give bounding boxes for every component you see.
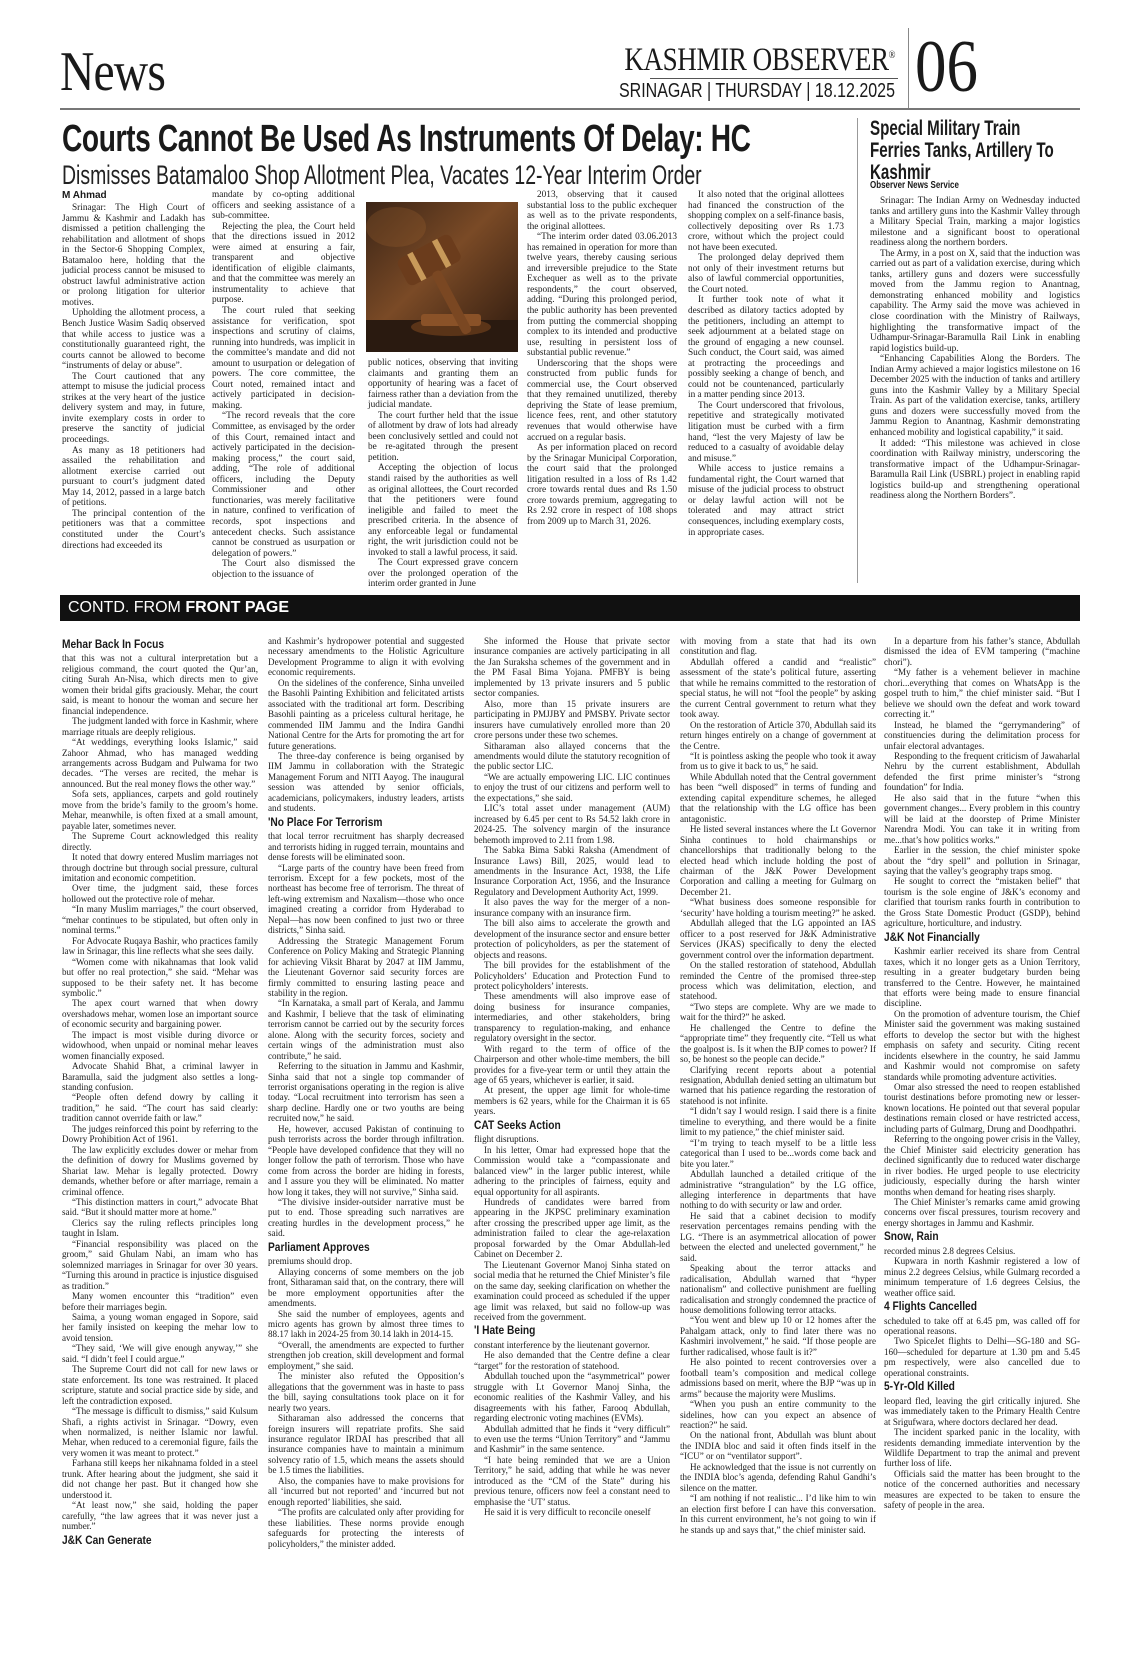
- paragraph: “In Karnataka, a small part of Kerala, and Jammu and Kashmir, I believe that the task of eliminating terrorism cannot be carried out by the security forces alone. Along with the security forces, society and certain wings of the administration must also contribute,” he said.: [268, 998, 464, 1061]
- paragraph: Allaying concerns of some members on the job front, Sitharaman said that, on the contrary, there will be more employment opportunities after the amendments.: [268, 1266, 464, 1309]
- paragraph: “What business does someone responsible for ‘security’ have holding a tourism meeting?” he asked.: [680, 897, 876, 918]
- paragraph: Instead, he blamed the “gerrymandering” of constituencies during the delimitation process for unfair electoral advantages.: [884, 719, 1080, 751]
- lead-column-2: [212, 190, 355, 582]
- paragraph: that local terror recruitment has sharply decreased and terrorists hiding in rugged terrain, mountains and dense forests will be eliminated soon.: [268, 831, 464, 863]
- paragraph: Many women encounter this “tradition” even before their marriages begin.: [62, 1291, 258, 1312]
- paragraph: Referring to the ongoing power crisis in the Valley, the Chief Minister said electricity generation has declined significantly due to reduced water discharge in river bodies. He urged people to use electricity judiciously, especially during the harsh winter months when demand for heating rises sharply.: [884, 1134, 1080, 1197]
- paragraph: Over time, the judgment said, these forces hollowed out the protective role of mehar.: [62, 883, 258, 904]
- paragraph: With regard to the term of office of the Chairperson and other whole-time members, the bill provides for a five-year term or until they attain the age of 65 years, whichever is earlier, it said.: [474, 1043, 670, 1086]
- sidebar-headline: Special Military Train Ferries Tanks, Artillery To Kashmir: [870, 117, 1054, 184]
- paragraph: The court further held that the issue of allotment by draw of lots had already been conclusively settled and could not be re-agitated through the present petition.: [368, 410, 518, 463]
- paragraph: The Court cautioned that any attempt to misuse the judicial process strikes at the very heart of the justice delivery system and may, in future, invite exemplary costs in order to preserve the sanctity of judicial proceedings.: [62, 371, 205, 446]
- paragraph: “People often defend dowry by calling it tradition,” he said. “The court has said clearly: tradition cannot override faith or law.”: [62, 1092, 258, 1124]
- paragraph: “At weddings, everything looks Islamic,” said Zahoor Ahmad, who has managed wedding arrangements across Budgam and Pulwama for two decades. “The verses are recited, the mehar is announced. But the real money flows the other way.”: [62, 737, 258, 789]
- story-subhead: Snow, Rain: [884, 1229, 939, 1244]
- paragraph: Abdullah launched a detailed critique of the administrative “strangulation” by the LG office, alleging interference in departments that have nothing to do with security or law and order.: [680, 1169, 876, 1211]
- header-rule: [60, 108, 1080, 110]
- lead-headline: Courts Cannot Be Used As Instruments Of Delay: HC: [62, 118, 751, 160]
- paragraph: The Court expressed grave concern over the prolonged operation of the interim order granted in June: [368, 558, 518, 590]
- paragraph: It added: “This milestone was achieved in close coordination with Railway ministry, underscoring the transformative impact of the Udhampur-Srinagar-Baramulla Rail Link (USBRL) project in enabling rapid logistics build-up and strengthening operational readiness along the Northern Borders”.: [870, 438, 1080, 502]
- paragraph: Clarifying recent reports about a potential resignation, Abdullah denied setting an ultimatum but warned that his patience regarding the restoration of statehood is not infinite.: [680, 1064, 876, 1106]
- banner-bold: FRONT PAGE: [185, 599, 290, 616]
- story-subhead: 'No Place For Terrorism: [268, 814, 383, 829]
- paragraph: scheduled to take off at 6.45 pm, was called off for operational reasons.: [884, 1315, 1080, 1336]
- paragraph: While Abdullah noted that the Central government has been “well disposed” in terms of funding and extending capital expenditure schemes, he alleged that the relationship with the LG office has been antagonistic.: [680, 771, 876, 824]
- story-subhead: Mehar Back In Focus: [62, 637, 165, 651]
- paragraph: The three-day conference is being organised by IIM Jammu in collaboration with the Strategic Management Forum and NITI Aayog. The inaugural session was attended by senior officials, academicians, policymakers, industry leaders, artists and students.: [268, 750, 464, 814]
- masthead-divider: [908, 28, 909, 110]
- masthead-logo: [624, 42, 895, 79]
- paragraph: He challenged the Centre to define the “appropriate time” they frequently cite. “Tell us what the goalpost is. Is it when the BJP comes to power? If so, be honest so the people can decide.”: [680, 1022, 876, 1065]
- paragraph: He sought to correct the “mistaken belief” that tourism is the sole engine of J&K’s economy and clarified that tourism ranks fourth in contribution to the Gross State Domestic Product (GSDP), behind agriculture, horticulture, and industry.: [884, 876, 1080, 929]
- paragraph: As per information placed on record by the Srinagar Municipal Corporation, the court said that the prolonged litigation resulted in a loss of Rs 1.42 crore towards rental dues and Rs 1.50 crore towards premium, aggregating to Rs 2.92 crore in respect of 108 shops from 2009 up to March 31, 2026.: [527, 443, 677, 527]
- paragraph: These amendments will also improve ease of doing business for insurance companies, intermediaries, and other stakeholders, bring transparency to regulation-making, and enhance regulatory oversight in the sector.: [474, 991, 670, 1044]
- paragraph: “Large parts of the country have been freed from terrorism. Except for a few pockets, most of the northeast has become free of terrorism. The threat of left-wing extremism and Naxalism—those who once imagined creating a corridor from Hyderabad to Nepal—has now been confined to just two or three districts,” Sinha said.: [268, 862, 464, 936]
- story-subhead: 5-Yr-Old Killed: [884, 1379, 955, 1394]
- paragraph: “We are actually empowering LIC. LIC continues to enjoy the trust of our citizens and perform well to the expectations,” she said.: [474, 771, 670, 803]
- paragraph: Officials said the matter has been brought to the notice of the concerned authorities and necessary measures are expected to be taken to ensure the safety of people in the area.: [884, 1468, 1080, 1511]
- paragraph: Kashmir earlier received its share from Central taxes, which it no longer gets as a Union Territory, resulting in a greater budgetary burden being transferred to the Centre. However, he maintained that efforts were being made to ensure financial discipline.: [884, 946, 1080, 1009]
- paragraph: Clerics say the ruling reflects principles long taught in Islam.: [62, 1217, 258, 1239]
- contd-column-3: [474, 636, 670, 1656]
- paragraph: “In many Muslim marriages,” the court observed, “mehar continues to be stipulated, but often only in nominal terms.”: [62, 904, 258, 936]
- lead-column-3: [368, 358, 518, 590]
- paragraph: The Army, in a post on X, said that the induction was carried out as part of a validation exercise, during which tanks, artillery guns and dozers were successfully moved from the Jammu region to Anantnag, demonstrating enhanced mobility and logistics capability. The Army said the move was achieved in close coordination with the Ministry of Railways, highlighting the transformative impact of the Udhampur-Srinagar-Baramulla Rail Link in enabling rapid logistics build-up.: [870, 248, 1080, 354]
- paragraph: He also said that in the future “when this government changes... Every problem in this country will be laid at the doorstep of Prime Minister Narendra Modi. You can take it in writing from me...that’s how politics works.”: [884, 792, 1080, 845]
- paragraph: “Women come with nikahnamas that look valid but offer no real protection,” she said. “Mehar was supposed to be their safety net. It has become symbolic.”: [62, 956, 258, 998]
- paragraph: It further took note of what it described as dilatory tactics adopted by the petitioners, including an attempt to seek adjournment at a belated stage on the ground of engaging a new counsel. Such conduct, the Court said, was aimed at protracting the proceedings and possibly seeking a change of bench, and could not be countenanced, particularly in a matter pending since 2013.: [688, 295, 844, 401]
- paragraph: “The record reveals that the core Committee, as envisaged by the order of this Court, remained intact and actively participated in the decision-making process,” the court said, adding, “The role of additional officers, including the Deputy Commissioner and other functionaries, was merely facilitative in nature, confined to verification of records, spot inspections and antecedent checks. Such assistance cannot be construed as usurpation or delegation of powers.”: [212, 411, 355, 559]
- paragraph: Sofa sets, appliances, carpets and gold routinely move from the bride’s family to the groom’s home. Mehar, meanwhile, is often fixed at a small amount, payable later, sometimes never.: [62, 789, 258, 831]
- sidebar-divider: [857, 118, 858, 583]
- paragraph: “At least now,” she said, holding the paper carefully, “the law agrees that it was never just a number.”: [62, 1500, 258, 1532]
- paragraph: He said that a cabinet decision to modify reservation percentages remains pending with the LG. “There is an asymmetrical allocation of power between the elected and unelected government,” he said.: [680, 1210, 876, 1263]
- paragraph: premiums should drop.: [268, 1256, 353, 1267]
- paragraph: “I didn’t say I would resign. I said there is a finite timeline to everything, and there would be a finite limit to my patience,” the chief minister said.: [680, 1106, 876, 1138]
- dateline: SRINAGAR | THURSDAY | 18.12.2025: [619, 80, 895, 102]
- paragraph: He also pointed to recent controversies over a football team’s composition and medical college admissions based on merit, where the BJP “was up in arms” because the majority were Muslims.: [680, 1357, 876, 1399]
- paragraph: “Enhancing Capabilities Along the Borders. The Indian Army achieved a major logistics milestone on 16 December 2025 with the induction of tanks and artillery guns into the Kashmir Valley by a Military Special Train. As part of the validation exercise, tanks, artillery guns and dozers were successfully moved from the Jammu Region to Anantnag, Kashmir demonstrating enhanced mobility and logistical capability,” it said.: [870, 354, 1080, 439]
- paragraph: “The divisive insider-outsider narrative must be put to end. Those spreading such narratives are creating hurdles in the development process,” he said.: [268, 1197, 464, 1239]
- story-subhead: J&K Can Generate: [62, 1532, 152, 1547]
- paragraph: As many as 18 petitioners had assailed the rehabilitation and allotment exercise carried out pursuant to court’s judgment dated May 14, 2012, passed in a large batch of petitions.: [62, 445, 205, 509]
- paragraph: mandate by co-opting additional officers and seeking assistance of a sub-committee.: [212, 190, 355, 222]
- paragraph: The bill provides for the establishment of the Policyholders’ Education and Protection Fund to protect policyholders’ interests.: [474, 960, 670, 991]
- contd-column-4: [680, 636, 876, 1656]
- story-subhead: 'I Hate Being: [474, 1323, 536, 1338]
- paragraph: For Advocate Ruqaya Bashir, who practices family law in Srinagar, this line reflects what she sees daily.: [62, 935, 258, 957]
- paragraph: On the national front, Abdullah was blunt about the INDIA bloc and said it often finds itself in the “ICU” or on “ventilator support”.: [680, 1430, 876, 1462]
- paragraph: with moving from a state that had its own constitution and flag.: [680, 636, 876, 657]
- paragraph: Saima, a young woman engaged in Sopore, said her family insisted on keeping the mehar low to avoid tension.: [62, 1312, 258, 1343]
- paragraph: LIC’s total asset under management (AUM) increased by 6.45 per cent to Rs 54.52 lakh crore in 2024-25. The solvency margin of the insurance behemoth improved to 2.11 from 1.98.: [474, 803, 670, 845]
- story-subhead: 4 Flights Cancelled: [884, 1299, 977, 1314]
- paragraph: Sitharaman also allayed concerns that the amendments would dilute the statutory recognition of the public sector LIC.: [474, 740, 670, 772]
- paragraph: On the stalled restoration of statehood, Abdullah reminded the Centre of the promised three-step process which was delimitation, election, and statehood.: [680, 960, 876, 1002]
- paragraph: Accepting the objection of locus standi raised by the authorities as well as original allottees, the Court recorded that the petitioners were found ineligible and failed to meet the prescribed criteria. In the absence of any enforceable legal or fundamental right, the writ jurisdiction could not be invoked to stall a lawful process, it said.: [368, 463, 518, 558]
- lead-column-5: [688, 190, 844, 582]
- paragraph: It also paves the way for the merger of a non-insurance company with an insurance firm.: [474, 897, 670, 918]
- paragraph: “My father is a vehement believer in machine chori...everything that comes on WhatsApp is the gospel truth to him,” the chief minister said. “But I believe we should own the defeat and work toward correcting it.”: [884, 667, 1080, 720]
- paragraph: Responding to the frequent criticism of Jawaharlal Nehru by the current establishment, Abdullah defended the first prime minister’s “strong foundation” for India.: [884, 750, 1080, 793]
- paragraph: She informed the House that private sector insurance companies are actively participating in all the Jan Suraksha schemes of the government and in the PM Fasal Bima Yojana. PMFBY is being implemented by 13 private insurers and 5 public sector companies.: [474, 636, 670, 699]
- paragraph: It noted that dowry entered Muslim marriages not through doctrine but through social pressure, cultural imitation and economic competition.: [62, 852, 258, 883]
- paragraph: The Lieutenant Governor Manoj Sinha stated on social media that he returned the Chief Minister’s file on the same day, seeking clarification on whether the examination could proceed as scheduled if the upper age limit was relaxed, but said no follow-up was received from the government.: [474, 1259, 670, 1322]
- paragraph: Abdullah alleged that the LG appointed an IAS officer to a post reserved for J&K Administrative Services (JKAS) specifically to deny the elected government control over the information department.: [680, 918, 876, 960]
- paragraph: The incident sparked panic in the locality, with residents demanding immediate intervention by the Wildlife Department to trap the animal and prevent further loss of life.: [884, 1427, 1080, 1469]
- paragraph: Addressing the Strategic Management Forum Conference on Policy Making and Strategic Planning for achieving Viksit Bharat by 2047 at IIM Jammu, the Lieutenant Governor said security forces are firmly committed to ensuring lasting peace and stability in the region.: [268, 935, 464, 998]
- paragraph: “Financial responsibility was placed on the groom,” said Ghulam Nabi, an imam who has solemnized marriages in Srinagar for over 30 years. “Turning this around in practice is injustice disguised as tradition.”: [62, 1238, 258, 1291]
- paragraph: It also noted that the original allottees had financed the construction of the shopping complex on a self-finance basis, collectively depositing over Rs 1.73 crore, without which the project could not have been executed.: [688, 190, 844, 253]
- masthead-rule: [650, 78, 898, 79]
- paragraph: The law explicitly excludes dower or mehar from the definition of dowry for Muslims governed by Shariat law. Mehar is legally protected. Dowry demands, whether before or after marriage, remain a criminal offence.: [62, 1144, 258, 1197]
- paragraph: The Court also dismissed the objection to the issuance of: [212, 559, 355, 580]
- paragraph: Underscoring that the shops were constructed from public funds for commercial use, the Court observed that they remained unutilized, thereby depriving the State of lease premium, licence fees, rent, and other statutory revenues that would otherwise have accrued on a regular basis.: [527, 358, 677, 443]
- paragraph: Earlier in the session, the chief minister spoke about the “dry spell” and pollution in Srinagar, saying that the valley’s geography traps smog.: [884, 845, 1080, 876]
- paragraph: She said the number of employees, agents and micro agents has grown by almost three times to 88.17 lakh in 2024-25 from 30.14 lakh in 2014-15.: [268, 1308, 464, 1340]
- paragraph: that this was not a cultural interpretation but a religious command, the court quoted the Qur’an, citing Surah An-Nisa, which directs men to give women their bridal gifts graciously. Mehar, the court said, is meant to honour the woman and secure her financial independence.: [62, 653, 258, 716]
- paragraph: and Kashmir’s hydropower potential and suggested necessary amendments to the Holistic Agriculture Development Programme to align it with evolving economic requirements.: [268, 636, 464, 678]
- contd-column-2: [268, 636, 464, 1656]
- paragraph: 2013, observing that it caused substantial loss to the public exchequer as well as to the private respondents, the original allottees.: [527, 190, 677, 232]
- paragraph: flight disruptions.: [474, 1134, 539, 1145]
- page-number: 06: [915, 26, 978, 108]
- paragraph: The minister also refuted the Opposition’s allegations that the government was in haste to pass the bill, saying consultations took place on it for nearly two years.: [268, 1371, 464, 1413]
- paragraph: Rejecting the plea, the Court held that the directions issued in 2012 were aimed at ensuring a fair, transparent and objective identification of eligible claimants, and that the committee was merely an instrumentality to achieve that purpose.: [212, 221, 355, 306]
- paragraph: Srinagar: The Indian Army on Wednesday inducted tanks and artillery guns into the Kashmir Valley through a Military Special Train, marking a major logistics milestone and a significant boost to operational readiness along the northern borders.: [870, 196, 1080, 249]
- paragraph: “Two steps are complete. Why are we made to wait for the third?” he asked.: [680, 1001, 876, 1023]
- brand-name: KASHMIR OBSERVER: [624, 42, 889, 78]
- paragraph: “Overall, the amendments are expected to further strengthen job creation, skill development and formal employment,” she said.: [268, 1339, 464, 1371]
- paragraph: Speaking about the terror attacks and radicalisation, Abdullah warned that “hyper nationalism” and collective punishment are fuelling radicalisation and strongly condemned the practice of house demolitions following terror attacks.: [680, 1263, 876, 1315]
- paragraph: He said it is very difficult to reconcile oneself: [484, 1507, 651, 1518]
- paragraph: Srinagar: The High Court of Jammu & Kashmir and Ladakh has dismissed a petition challenging the rehabilitation and allotment of shops in the Sector-6 Shopping Complex, Batamaloo here, holding that the judicial process cannot be misused to obstruct lawful administrative action or prolong litigation for ulterior motives.: [62, 203, 205, 308]
- banner-prefix: CONTD. FROM: [68, 599, 181, 616]
- paragraph: Sitharaman also addressed the concerns that foreign insurers will repatriate profits. She said insurance regulator IRDAI has prescribed that all insurance companies have to maintain a minimum solvency ratio of 1.5, which means the assets should be 1.5 times the liabilities.: [268, 1413, 464, 1476]
- paragraph: Kupwara in north Kashmir registered a low of minus 2.2 degrees Celsius, while Gulmarg recorded a minimum temperature of 1.6 degrees Celsius, the weather office said.: [884, 1256, 1080, 1298]
- paragraph: On the sidelines of the conference, Sinha unveiled the Basohli Painting Exhibition and felicitated artists associated with the traditional art form. Describing Basohli painting as a priceless cultural heritage, he commended IIM Jammu and the Indira Gandhi National Centre for the Arts for promoting the art for future generations.: [268, 677, 464, 751]
- story-subhead: CAT Seeks Action: [474, 1117, 561, 1132]
- sidebar-column: [870, 196, 1080, 582]
- story-subhead: Parliament Approves: [268, 1239, 370, 1254]
- paragraph: “I’m trying to teach myself to be a little less categorical than I used to be...words come back and bite you later.”: [680, 1137, 876, 1169]
- paragraph: “You went and blew up 10 or 12 homes after the Pahalgam attack, only to find later there was no Kashmiri involvement,” he said. “If those people are further radicalised, whose fault is it?”: [680, 1315, 876, 1357]
- gavel-photo: [366, 202, 518, 352]
- paragraph: Farhana still keeps her nikahnama folded in a steel trunk. After hearing about the judgment, she said it did not change her past. But it changed how she understood it.: [62, 1458, 258, 1500]
- paragraph: constant interference by the lieutenant governor.: [474, 1339, 650, 1350]
- registered-mark: ®: [888, 49, 895, 61]
- paragraph: The impact is most visible during divorce or widowhood, when unpaid or nominal mehar leaves women financially exposed.: [62, 1029, 258, 1061]
- paragraph: The Chief Minister’s remarks came amid growing concerns over fiscal pressures, tourism recovery and energy shortages in Jammu and Kashmir.: [884, 1197, 1080, 1228]
- paragraph: The apex court warned that when dowry overshadows mehar, women lose an important source of economic security and bargaining power.: [62, 998, 258, 1030]
- paragraph: The bill also aims to accelerate the growth and development of the insurance sector and ensure better protection of policyholders, as per the statement of objects and reasons.: [474, 918, 670, 960]
- paragraph: At present, the upper age limit for whole-time members is 62 years, while for the Chairman it is 65 years.: [474, 1085, 670, 1117]
- paragraph: The judgment landed with force in Kashmir, where marriage rituals are deeply religious.: [62, 716, 258, 737]
- paragraph: “This distinction matters in court,” advocate Bhat said. “But it should matter more at home.”: [62, 1197, 258, 1218]
- paragraph: Abdullah offered a candid and “realistic” assessment of the state’s political future, asserting that while he remains committed to the restoration of special status, he will not “fool the people” by asking the current Central government to return what they took away.: [680, 656, 876, 720]
- paragraph: Upholding the allotment process, a Bench Justice Wasim Sadiq observed that while access to justice was a constitutionally guaranteed right, the courts cannot be allowed to become “instruments of delay or abuse”.: [62, 308, 205, 372]
- paragraph: He listed several instances where the Lt Governor Sinha continues to hold chairmanships or chancellorships that traditionally belong to the elected head which include holding the post of chairman of the J&K Power Development Corporation and calling a meeting for Gulmarg on December 21.: [680, 824, 876, 897]
- gavel-icon: [366, 202, 518, 352]
- contd-column-1: [62, 636, 258, 1656]
- paragraph: “The profits are calculated only after providing for these liabilities. These norms provide enough safeguards for protecting the interests of policyholders,” the minister added.: [268, 1507, 464, 1549]
- paragraph: In a departure from his father’s stance, Abdullah dismissed the idea of EVM tampering (“machine chori”).: [884, 636, 1080, 667]
- paragraph: The Supreme Court acknowledged this reality directly.: [62, 831, 258, 852]
- paragraph: Also, more than 15 private insurers are participating in PMJJBY and PMSBY. Private sector insurers have cumulatively enrolled more than 20 crore persons under these two schemes.: [474, 698, 670, 741]
- story-subhead: J&K Not Financially: [884, 929, 980, 944]
- contd-column-5: [884, 636, 1080, 1656]
- paragraph: Referring to the situation in Jammu and Kashmir, Sinha said that not a single top commander of terrorist organisations operating in the region is alive today. “Local recruitment into terrorism has seen a sharp decline. Hardly one or two youths are being recruited now,” he said.: [268, 1061, 464, 1124]
- paragraph: Abdullah touched upon the “asymmetrical” power struggle with Lt Governor Manoj Sinha, the economic realities of the Kashmir Valley, and his disagreements with his father, Farooq Abdullah, regarding electronic voting machines (EVMs).: [474, 1371, 670, 1424]
- paragraph: The court ruled that seeking assistance for verification, spot inspections and scrutiny of claims, running into hundreds, was implicit in the committee’s mandate and did not amount to usurpation or delegation of powers. The core committee, the Court noted, remained intact and actively participated in decision-making.: [212, 306, 355, 411]
- paragraph: Abdullah admitted that he finds it “very difficult” to even use the terms “Union Territory” and “Jammu and Kashmir” in the same sentence.: [474, 1423, 670, 1455]
- paragraph: The Sabka Bima Sabki Raksha (Amendment of Insurance Laws) Bill, 2025, would lead to amendments in the Insurance Act, 1938, the Life Insurance Corporation Act, 1956, and the Insurance Regulatory and Development Authority Act, 1999.: [474, 845, 670, 897]
- paragraph: recorded minus 2.8 degrees Celsius.: [884, 1245, 1016, 1256]
- lead-column-4: [527, 190, 677, 582]
- section-title: News: [60, 41, 166, 103]
- paragraph: Two SpiceJet flights to Delhi—SG-180 and SG-160—scheduled for departure at 1.30 pm and 5.45 pm respectively, were also cancelled due to operational constraints.: [884, 1336, 1080, 1378]
- paragraph: The prolonged delay deprived them not only of their investment returns but also of lawful commercial opportunities, the Court noted.: [688, 253, 844, 295]
- paragraph: Advocate Shahid Bhat, a criminal lawyer in Baramulla, said the judgment also settles a long-standing confusion.: [62, 1061, 258, 1093]
- paragraph: On the promotion of adventure tourism, the Chief Minister said the government was making sustained efforts to develop the sector but with the highest emphasis on safety and security. Citing recent incidents elsewhere in the country, he said Jammu and Kashmir would not compromise on safety standards while promoting adventure activities.: [884, 1008, 1080, 1082]
- paragraph: The judges reinforced this point by referring to the Dowry Prohibition Act of 1961.: [62, 1123, 258, 1145]
- sidebar-credit: Observer News Service: [870, 180, 959, 191]
- paragraph: He acknowledged that the issue is not currently on the INDIA bloc’s agenda, defending Rahul Gandhi’s silence on the matter.: [680, 1461, 876, 1493]
- paragraph: Also, the companies have to make provisions for all ‘incurred but not reported’ and ‘incurred but not enough reported’ liabilities, she said.: [268, 1475, 464, 1507]
- paragraph: public notices, observing that inviting claimants and granting them an opportunity of hearing was a facet of fairness rather than a deviation from the judicial mandate.: [368, 358, 518, 411]
- paragraph: “The interim order dated 03.06.2013 has remained in operation for more than twelve years, thereby causing serious and irreversible prejudice to the State Exchequer as well as to the private respondents,” the court observed, adding. “During this prolonged period, the public authority has been prevented from putting the commercial shopping complex to its intended and productive use, resulting in persistent loss of substantial public revenue.”: [527, 232, 677, 359]
- paragraph: “The message is difficult to dismiss,” said Kulsum Shafi, a rights activist in Srinagar. “Dowry, even when normalized, is neither Islamic nor lawful. Mehar, when reduced to a ceremonial figure, fails the very women it was meant to protect.”: [62, 1406, 258, 1458]
- paragraph: “When you push an entire community to the sidelines, how can you expect an absence of reaction?” he said.: [680, 1399, 876, 1430]
- lead-subheadline: Dismisses Batamaloo Shop Allotment Plea, Vacates 12-Year Interim Order: [62, 160, 702, 190]
- paragraph: On the restoration of Article 370, Abdullah said its return hinges entirely on a change of government at the Centre.: [680, 719, 876, 751]
- paragraph: Omar also stressed the need to reopen established tourist destinations before promoting new or lesser-known locations. He pointed out that several popular destinations remain closed or have restricted access, including parts of Gulmarg, Drung and Doodhpathri.: [884, 1082, 1080, 1134]
- paragraph: He, however, accused Pakistan of continuing to push terrorists across the border through infiltration. “People have developed confidence that they will no longer follow the path of terrorism. Those who have come from across the border are hiding in forests, and I assure you they will be eliminated. No matter how long it takes, they will not survive,” Sinha said.: [268, 1123, 464, 1197]
- paragraph: leopard fled, leaving the girl critically injured. She was immediately taken to the Primary Health Centre at Srigufwara, where doctors declared her dead.: [884, 1395, 1080, 1427]
- paragraph: The Court underscored that frivolous, repetitive and strategically motivated litigation must be curbed with a firm hand, “lest the very Majesty of law be reduced to a casualty of avoidable delay and misuse.”: [688, 400, 844, 464]
- contd-banner: [60, 595, 1080, 621]
- byline: M Ahmad: [62, 190, 107, 201]
- paragraph: Hundreds of candidates were barred from appearing in the JKPSC preliminary examination after crossing the prescribed upper age limit, as the administration failed to clear the age-relaxation proposal forwarded by the Omar Abdullah-led Cabinet on December 2.: [474, 1197, 670, 1260]
- paragraph: “I hate being reminded that we are a Union Territory,” he said, adding that while he was never introduced as the “CM of the State” during his previous tenure, officers now feel a constant need to emphasise the ‘UT’ status.: [474, 1454, 670, 1507]
- lead-column-1: [62, 203, 205, 583]
- paragraph: “I am nothing if not realistic... I’d like him to win an election first before I can have this conversation. In this current environment, he’s not going to win if he stands up and says that,” the chief minister said.: [680, 1493, 876, 1535]
- paragraph: The principal contention of the petitioners was that a committee constituted under the Court’s directions had exceeded its: [62, 508, 205, 551]
- paragraph: In his letter, Omar had expressed hope that the Commission would take a “compassionate and balanced view” in the larger public interest, while adhering to the principles of fairness, equity and equal opportunity for all aspirants.: [474, 1144, 670, 1197]
- paragraph: “They said, ‘We will give enough anyway,’” she said. “I didn’t feel I could argue.”: [62, 1343, 258, 1364]
- paragraph: “It is pointless asking the people who took it away from us to give it back to us,” he said.: [680, 750, 876, 772]
- paragraph: He also demanded that the Centre define a clear “target” for the restoration of statehood.: [474, 1350, 670, 1371]
- paragraph: While access to justice remains a fundamental right, the Court warned that misuse of the judicial process to obstruct or delay lawful action will not be tolerated and may attract strict consequences, including exemplary costs, in appropriate cases.: [688, 464, 844, 538]
- paragraph: The Supreme Court did not call for new laws or state enforcement. Its tone was restrained. It placed scripture, statute and social practice side by side, and left the contradiction exposed.: [62, 1364, 258, 1406]
